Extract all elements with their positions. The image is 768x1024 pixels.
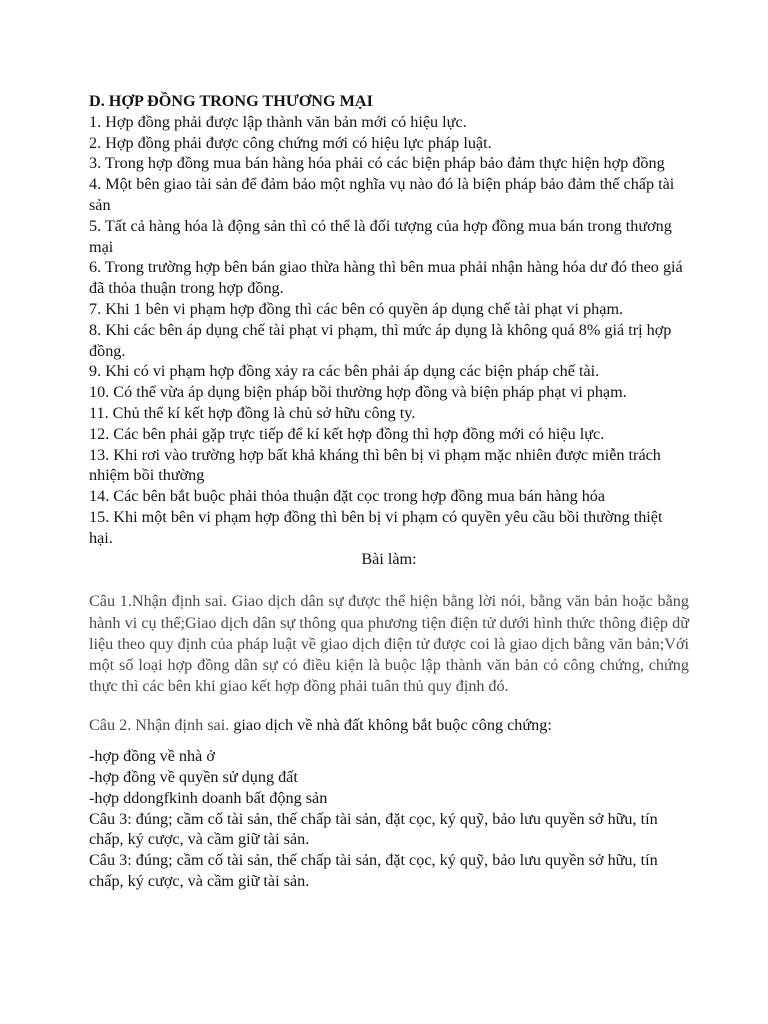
answer-2-item: -hợp ddongfkinh doanh bất động sản bbox=[89, 788, 328, 807]
statement-item: 4. Một bên giao tài sản để đảm bảo một nghĩa vụ nào đó là biện pháp bảo đảm thế chấp tài sản bbox=[89, 175, 675, 214]
statement-item: 12. Các bên phải gặp trực tiếp để kí kết hợp đồng thì hợp đồng mới có hiệu lực. bbox=[89, 424, 605, 443]
statement-item: 11. Chủ thể kí kết hợp đồng là chủ sở hữu công ty. bbox=[89, 403, 416, 422]
statement-item: 3. Trong hợp đồng mua bán hàng hóa phải có các biện pháp bảo đảm thực hiện hợp đồng bbox=[89, 154, 665, 173]
statement-item: 1. Hợp đồng phải được lập thành văn bản mới có hiệu lực. bbox=[89, 112, 467, 131]
statement-item: 13. Khi rơi vào trường hợp bất khả kháng thì bên bị vi phạm mặc nhiên được miễn trách nhiệm bồi thường bbox=[89, 445, 661, 485]
statement-item: 14. Các bên bắt buộc phải thỏa thuận đặt cọc trong hợp đồng mua bán hàng hóa bbox=[89, 487, 606, 506]
statement-item: 8. Khi các bên áp dụng chế tài phạt vi phạm, thì mức áp dụng là không quá 8% giá trị hợp đồng. bbox=[89, 320, 672, 360]
statement-item: 6. Trong trường hợp bên bán giao thừa hàng thì bên mua phải nhận hàng hóa dư đó theo giá đã thỏa thuận trong hợp đồng. bbox=[89, 258, 683, 298]
statement-item: 7. Khi 1 bên vi phạm hợp đồng thì các bên có quyền áp dụng chế tài phạt vi phạm. bbox=[89, 299, 624, 318]
answer-2-lead: Câu 2. Nhận định sai. bbox=[89, 716, 230, 735]
answer-2-list bbox=[89, 746, 689, 808]
answer-3: Câu 3: đúng; cầm cố tài sản, thế chấp tài sản, đặt cọc, ký quỹ, bảo lưu quyền sở hữu, tín chấp, ký cược, và cầm giữ tài sản. bbox=[89, 809, 658, 849]
section-heading: D. HỢP ĐỒNG TRONG THƯƠNG MẠI bbox=[89, 92, 373, 110]
statement-item: 10. Có thể vừa áp dụng biện pháp bồi thường hợp đồng và biện pháp phạt vi phạm. bbox=[89, 383, 627, 402]
answer-1: Câu 1.Nhận định sai. Giao dịch dân sự được thể hiện bằng lời nói, bằng văn bản hoặc bằng hành vi cụ thể;Giao dịch dân sự thông qua phương tiện điện tử dưới hình thức thông điệp dữ liệu theo quy định của pháp luật về giao dịch điện tử được coi là giao dịch bằng văn bản;Với một số loại hợp đồng dân sự có điều kiện là buộc lập thành văn bản có công chứng, chứng thực thì các bên khi giao kết hợp đồng phải tuân thủ quy định đó. bbox=[89, 592, 689, 696]
document-page bbox=[89, 91, 689, 892]
statement-item: 9. Khi có vi phạm hợp đồng xảy ra các bên phải áp dụng các biện pháp chế tài. bbox=[89, 362, 600, 381]
answer-2-item: -hợp đồng về nhà ở bbox=[89, 747, 215, 766]
answer-2-item: -hợp đồng về quyền sử dụng đất bbox=[89, 767, 298, 786]
answer-title: Bài làm: bbox=[361, 549, 417, 568]
answer-3: Câu 3: đúng; cầm cố tài sản, thế chấp tài sản, đặt cọc, ký quỹ, bảo lưu quyền sở hữu, tín chấp, ký cược, và cầm giữ tài sản. bbox=[89, 851, 658, 890]
statement-item: 2. Hợp đồng phải được công chứng mới có hiệu lực pháp luật. bbox=[89, 133, 492, 152]
statement-item: 15. Khi một bên vi phạm hợp đồng thì bên bị vi phạm có quyền yêu cầu bồi thường thiệt hại. bbox=[89, 507, 663, 547]
answer-2-rest: giao dịch về nhà đất không bắt buộc công chứng: bbox=[229, 716, 552, 735]
answer-2 bbox=[89, 715, 689, 736]
statement-list bbox=[89, 112, 689, 549]
statement-item: 5. Tất cả hàng hóa là động sản thì có thể là đối tượng của hợp đồng mua bán trong thương mại bbox=[89, 216, 672, 256]
